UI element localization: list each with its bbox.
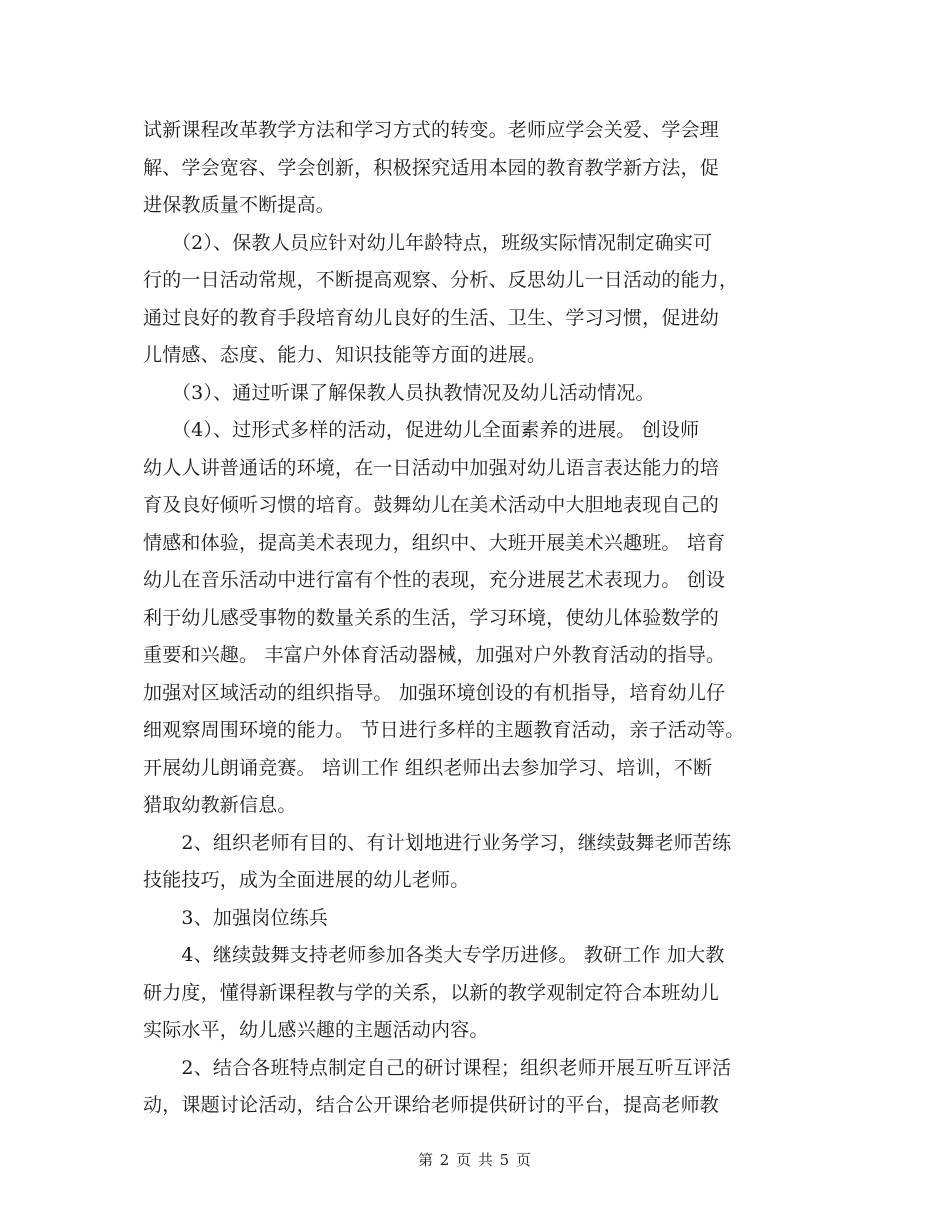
text-line: 4、继续鼓舞支持老师参加各类大专学历进修。 教研工作 加大教 xyxy=(143,944,725,966)
document-body xyxy=(143,112,823,1125)
text-line: 加强对区域活动的组织指导。 加强环境创设的有机指导，培育幼儿仔 xyxy=(143,681,726,704)
text-line: 开展幼儿朗诵竞赛。 培训工作 组织老师出去参加学习、培训，不断 xyxy=(143,756,713,779)
text-line: 解、学会宽容、学会创新，积极探究适用本园的教育教学新方法，促 xyxy=(143,156,720,179)
text-line: 动，课题讨论活动，结合公开课给老师提供研讨的平台，提高老师教 xyxy=(143,1094,720,1116)
text-line: 2、组织老师有目的、有计划地进行业务学习，继续鼓舞老师苦练 xyxy=(143,831,732,854)
text-line: 儿情感、态度、能力、知识技能等方面的进展。 xyxy=(143,344,547,366)
text-line: 2、结合各班特点制定自己的研讨课程；组织老师开展互听互评活 xyxy=(143,1056,732,1079)
text-line: 试新课程改革教学方法和学习方式的转变。老师应学会关爱、学会理 xyxy=(143,119,720,141)
text-line: 研力度，懂得新课程教与学的关系，以新的教学观制定符合本班幼儿 xyxy=(143,981,720,1004)
text-line: （3）、通过听课了解保教人员执教情况及幼儿活动情况。 xyxy=(143,381,655,404)
text-line: 细观察周围环境的能力。 节日进行多样的主题教育活动，亲子活动等。 xyxy=(143,719,745,741)
text-line: 育及良好倾听习惯的培育。鼓舞幼儿在美术活动中大胆地表现自己的 xyxy=(143,494,720,516)
text-line: 进保教质量不断提高。 xyxy=(143,194,336,216)
text-line: 重要和兴趣。 丰富户外体育活动器械，加强对户外教育活动的指导。 xyxy=(143,644,726,666)
text-line: 情感和体验，提高美术表现力，组织中、大班开展美术兴趣班。 培育 xyxy=(143,531,726,554)
page-number-footer: 第 2 页 共 5 页 xyxy=(418,1151,532,1169)
text-line: 行的一日活动常规，不断提高观察、分析、反思幼儿一日活动的能力， xyxy=(143,269,739,291)
text-line: 利于幼儿感受事物的数量关系的生活，学习环境，使幼儿体验数学的 xyxy=(143,606,720,629)
text-line: 3、加强岗位练兵 xyxy=(143,906,329,929)
text-line: 幼人人讲普通话的环境，在一日活动中加强对幼儿语言表达能力的培 xyxy=(143,456,720,479)
text-line: （4）、过形式多样的活动，促进幼儿全面素养的进展。 创设师 xyxy=(143,419,700,441)
text-line: 猎取幼教新信息。 xyxy=(143,794,297,816)
text-line: 幼儿在音乐活动中进行富有个性的表现，充分进展艺术表现力。 创设 xyxy=(143,569,726,591)
text-line: 实际水平，幼儿感兴趣的主题活动内容。 xyxy=(143,1019,489,1041)
text-line: 通过良好的教育手段培育幼儿良好的生活、卫生、学习习惯，促进幼 xyxy=(143,306,720,329)
text-line: 技能技巧，成为全面进展的幼儿老师。 xyxy=(143,869,470,891)
text-line: （2）、保教人员应针对幼儿年龄特点，班级实际情况制定确实可 xyxy=(143,231,713,254)
